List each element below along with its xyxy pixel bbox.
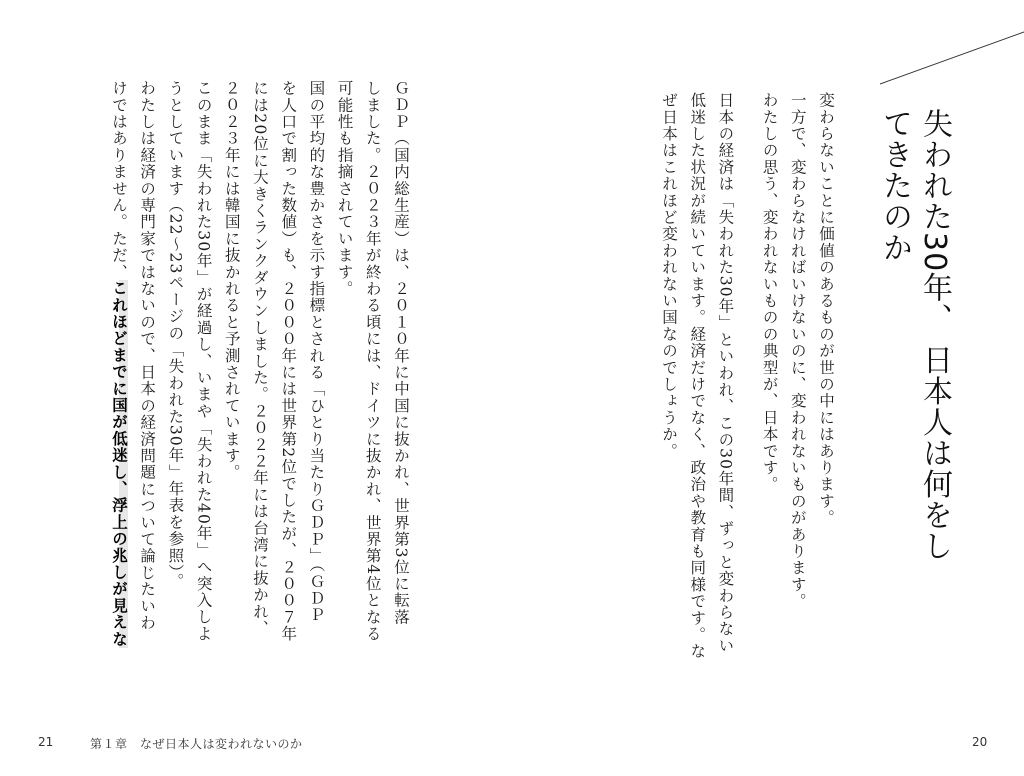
paragraph-line: わたしは経済の専門家ではないので、日本の経済問題について論じたいわ — [138, 80, 157, 632]
paragraph: 日本の経済は「失われた30年」といわれ、この30年間、ずっと変わらない 低迷した状況が続いています。経済だけでなく、政治や教育も同様です。な ぜ日本はこれほど変われない国なのでしょうか。 — [659, 92, 735, 660]
right-page-body — [620, 92, 840, 660]
paragraph: 変わらないことに価値のあるものが世の中にはあります。 — [817, 92, 835, 527]
paragraph: 一方で、変わらなければいけないのに、変われないものがあります。 — [788, 92, 807, 610]
paragraph-line: けではありません。ただ、 — [109, 80, 128, 281]
section-title: 失われた30年、 日本人は何をしてきたのか — [877, 108, 952, 562]
page-number-left: 21 — [38, 735, 54, 749]
chapter-header: 第１章 なぜ日本人は変われないのか — [90, 737, 303, 751]
paragraph-gap — [739, 92, 755, 652]
page-number-right: 20 — [972, 735, 988, 749]
highlighted-text: これほどまでに国が低迷し、浮上の兆しが見えな — [109, 280, 128, 648]
paragraph: 国の平均的な豊かさを示す指標とされる「ひとり当たりＧＤＰ」（ＧＤＰ を人口で割った数値）も、２０００年には世界第2位でしたが、２００７年 には20位に大きくランクダウンしました。２０２２年には台湾に抜かれ、 ２０２３年には韓国に抜かれると予測されています。 — [222, 80, 326, 643]
paragraph: このまま「失われた30年」が経過し、いまや「失われた40年」へ突入しよ うとしています（22〜23ページの「失われた30年」年表を参照）。 — [166, 80, 213, 642]
paragraph: わたしの思う、変われないものの典型が、日本です。 — [760, 92, 779, 493]
paragraph: ＧＤＰ（国内総生産）は、２０１０年に中国に抜かれ、世界第3位に転落 しました。２０２３年が終わる頃には、ドイツに抜かれ、世界第4位となる 可能性も指摘されています。 — [335, 80, 410, 643]
paragraph — [105, 80, 161, 680]
decorative-diagonal-rule — [880, 28, 1024, 88]
left-page-body — [60, 80, 415, 680]
